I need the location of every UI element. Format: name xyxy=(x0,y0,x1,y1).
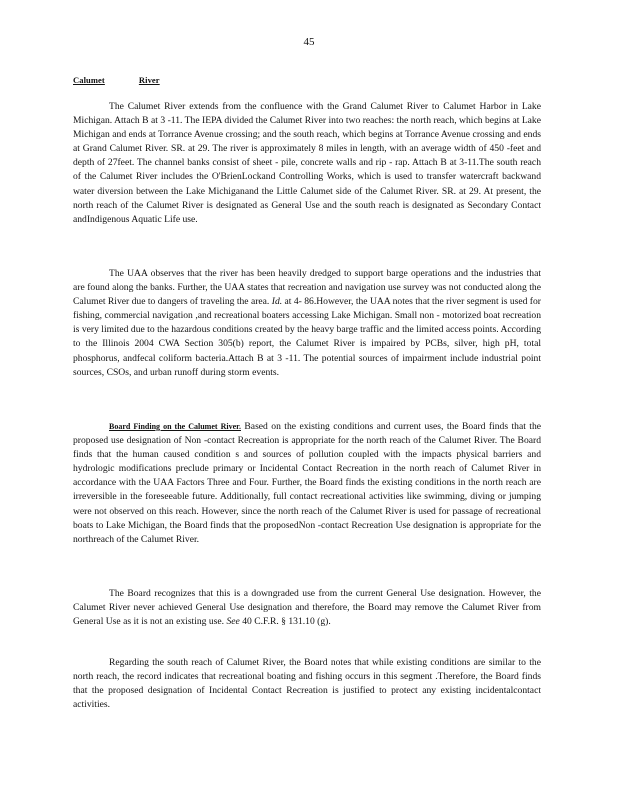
paragraph-uaa-text-2: at 4- 86.However, the UAA notes that the river segment is used for fishing, commercial navigation ,and recreational boaters accessing Lake Michigan. Small non - motorized boat recreation is very limited due to the hazardous conditions created by the heavy barge traffic and the limited access points. According to the Illinois 2004 CWA Section 305(b) report, the Calumet River is impaired by PCBs, silver, high pH, total phosphorus, andfecal coliform bacteria.Attach B at 3 -11. The potential sources of impairment include industrial point sources, CSOs, and urban runoff during storm events. xyxy=(73,296,541,378)
paragraph-board-finding xyxy=(73,420,541,547)
paragraph-uaa-observations xyxy=(73,267,541,380)
section-heading-word-1: Calumet xyxy=(73,75,105,85)
paragraph-downgrade xyxy=(73,587,541,629)
paragraph-river-description: The Calumet River extends from the confluence with the Grand Calumet River to Calumet Harbor in Lake Michigan. Attach B at 3 -11. The IEPA divided the Calumet River into two reaches: the north reach, which begins at Lake Michigan and ends at Torrance Avenue crossing; and the south reach, which begins at Torrance Avenue crossing and ends at Grand Calumet River. SR. at 29. The river is approximately 8 miles in length, with an average width of 450 -feet and depth of 27feet. The channel banks consist of sheet - pile, concrete walls and rip - rap. Attach B at 3-11.The south reach of the Calumet River includes the O'BrienLockand Controlling Works, which is used to transfer watercraft backwand water diversion between the Lake Michiganand the Little Calumet side of the Calumet River. SR. at 29. At present, the north reach of the Calumet River is designated as General Use and the south reach is designated as Secondary Contact andIndigenous Aquatic Life use. xyxy=(73,101,541,225)
section-heading-word-2: River xyxy=(138,75,160,85)
paragraph-uaa-text-1: The UAA observes that the river has been heavily dredged to support barge operations and the industries that are found along the banks. Further, the UAA states that recreation and navigation use survey was not conducted along the Calumet River due to dangers of traveling the area. xyxy=(73,268,541,308)
citation-id: Id. xyxy=(271,296,283,308)
section-heading xyxy=(73,75,160,85)
paragraph-downgrade-text-1: The Board recognizes that this is a downgraded use from the current General Use designation. However, the Calumet River never achieved General Use designation and therefore, the Board may remove the Calumet River from General Use as it is not an existing use. xyxy=(73,588,541,628)
board-finding-text: Based on the existing conditions and current uses, the Board finds that the proposed use designation of Non -contact Recreation is appropriate for the north reach of the Calumet River. The Board finds that the human caused condition s and sources of pollution coupled with the impacts physical barriers and hydrologic modifications preclude primary or Incidental Contact Recreation in the north reach of Calumet River in accordance with the UAA Factors Three and Four. Further, the Board finds the existing conditions in the north reach are irreversible in the foreseeable future. Additionally, full contact recreational activities like swimming, diving or jumping were not observed on this reach. However, since the north reach of the Calumet River is used for passage of recreational boats to Lake Michigan, the Board finds that the proposedNon -contact Recreation Use designation is appropriate for the northreach of the Calumet River. xyxy=(73,421,542,545)
paragraph-downgrade-text-2: 40 C.F.R. § 131.10 (g). xyxy=(242,616,331,628)
page-number: 45 xyxy=(303,36,315,48)
citation-see: See xyxy=(226,616,240,628)
paragraph-south-reach: Regarding the south reach of Calumet River, the Board notes that while existing conditions are similar to the north reach, the record indicates that recreational boating and fishing occurs in this segment .Therefore, the Board finds that the proposed designation of Incidental Contact Recreation is justified to protect any existing incidentalcontact activities. xyxy=(73,657,541,711)
board-finding-heading: Board Finding on the Calumet River. xyxy=(109,422,241,431)
